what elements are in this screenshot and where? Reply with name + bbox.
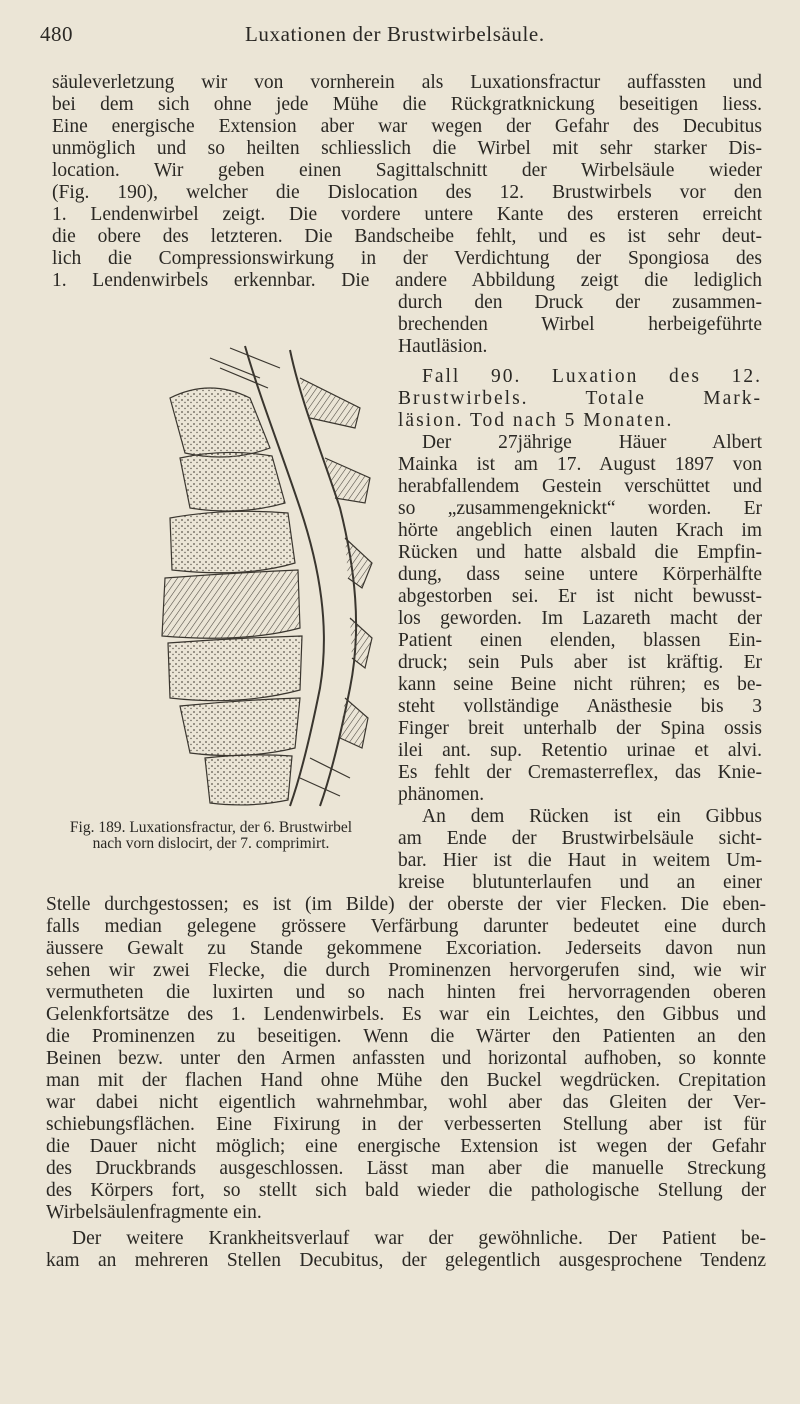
text-line: Stelle durchgestossen; es ist (im Bilde) der oberste der vier Flecken. Die eben- — [46, 894, 766, 915]
text-line: vermutheten die luxirten und so nach hinten frei hervorragenden oberen — [46, 982, 766, 1003]
text-line: kann seine Beine nicht rühren; es be- — [398, 674, 762, 695]
text-line: Gelenkfortsätze des 1. Lendenwirbels. Es war ein Leichtes, den Gibbus und — [46, 1004, 766, 1025]
text-line: hörte angeblich einen lauten Krach im — [398, 520, 762, 541]
text-line: äussere Gewalt zu Stande gekommene Excoriation. Jederseits davon nun — [46, 938, 766, 959]
text-line: Wirbelsäulenfragmente ein. — [46, 1202, 262, 1223]
figure-caption-line: Fig. 189. Luxationsfractur, der 6. Brustwirbel — [69, 819, 353, 836]
text-line: des Druckbrands ausgeschlossen. Lässt man aber die manuelle Streckung — [46, 1158, 766, 1179]
text-line: herabfallendem Gestein verschüttet und — [398, 476, 762, 497]
text-line: schiebungsflächen. Eine Fixirung in der verbesserten Stellung aber ist für — [46, 1114, 766, 1135]
text-line: Finger breit unterhalb der Spina ossis — [398, 718, 762, 739]
case-heading-line: Fall 90. Luxation des 12. — [422, 366, 762, 387]
text-line: Hautläsion. — [398, 336, 488, 357]
text-line: Rücken und hatte alsbald die Empfin- — [398, 542, 762, 563]
text-line: unmöglich und so heilten schliesslich die Wirbel mit sehr starker Dis- — [52, 138, 762, 159]
text-line: bei dem sich ohne jede Mühe die Rückgratknickung beseitigen liess. — [52, 94, 762, 115]
text-line: (Fig. 190), welcher die Dislocation des 12. Brustwirbels vor den — [52, 182, 762, 203]
text-line: ilei ant. sup. Retentio urinae et alvi. — [398, 740, 762, 761]
text-line: lich die Compressionswirkung in der Verdichtung der Spongiosa des — [52, 248, 762, 269]
text-line: Beinen bezw. unter den Armen anfassten und horizontal aufhoben, so konnte — [46, 1048, 766, 1069]
text-line: Eine energische Extension aber war wegen der Gefahr des Decubitus — [52, 116, 762, 137]
text-line: steht vollständige Anästhesie bis 3 — [398, 696, 762, 717]
text-line: An dem Rücken ist ein Gibbus — [422, 806, 762, 827]
text-line: bar. Hier ist die Haut in weitem Um- — [398, 850, 762, 871]
text-line: kam an mehreren Stellen Decubitus, der gelegentlich ausgesprochene Tendenz — [46, 1250, 766, 1271]
text-line: säuleverletzung wir von vornherein als Luxationsfractur auffassten und — [52, 72, 762, 93]
page-header — [40, 22, 760, 50]
text-line: los geworden. Im Lazareth macht der — [398, 608, 762, 629]
text-line: sehen wir zwei Flecke, die durch Prominenzen hervorgerufen sind, wie wir — [46, 960, 766, 981]
text-line: Patient einen elenden, blassen Ein- — [398, 630, 762, 651]
text-line: brechenden Wirbel herbeigeführte — [398, 314, 762, 335]
running-head: Luxationen der Brustwirbelsäule. — [245, 22, 545, 46]
case-heading-line: Brustwirbels. Totale Mark- — [398, 388, 762, 409]
sagittal-section-illustration — [150, 338, 375, 808]
text-line: des Körpers fort, so stellt sich bald wieder die pathologische Stellung der — [46, 1180, 766, 1201]
text-line: location. Wir geben einen Sagittalschnitt der Wirbelsäule wieder — [52, 160, 762, 181]
text-line: kreise blutunterlaufen und an einer — [398, 872, 762, 893]
text-line: Mainka ist am 17. August 1897 von — [398, 454, 762, 475]
text-line: 1. Lendenwirbel zeigt. Die vordere untere Kante des ersteren erreicht — [52, 204, 762, 225]
text-line: 1. Lendenwirbels erkennbar. Die andere Abbildung zeigt die lediglich — [52, 270, 762, 291]
text-line: die obere des letzteren. Die Bandscheibe fehlt, und es ist sehr deut- — [52, 226, 762, 247]
text-line: so „zusammengeknickt“ worden. Er — [398, 498, 762, 519]
text-line: phänomen. — [398, 784, 485, 805]
text-line: die Prominenzen zu beseitigen. Wenn die Wärter den Patienten an den — [46, 1026, 766, 1047]
text-line: die Dauer nicht möglich; eine energische Extension ist wegen der Gefahr — [46, 1136, 766, 1157]
page-number: 480 — [40, 22, 73, 46]
text-line: dung, dass seine untere Körperhälfte — [398, 564, 762, 585]
text-line: Es fehlt der Cremasterreflex, das Knie- — [398, 762, 762, 783]
text-line: durch den Druck der zusammen- — [398, 292, 762, 313]
text-line: druck; sein Puls aber ist kräftig. Er — [398, 652, 762, 673]
text-line: man mit der flachen Hand ohne Mühe den Buckel wegdrücken. Crepitation — [46, 1070, 766, 1091]
text-line: am Ende der Brustwirbelsäule sicht- — [398, 828, 762, 849]
text-line: war dabei nicht eigentlich wahrnehmbar, wohl aber das Gleiten der Ver- — [46, 1092, 766, 1113]
figure-caption-line: nach vorn dislocirt, der 7. comprimirt. — [92, 835, 330, 852]
text-line: falls median gelegene grössere Verfärbung darunter bedeutet eine durch — [46, 916, 766, 937]
text-line: Der weitere Krankheitsverlauf war der gewöhnliche. Der Patient be- — [72, 1228, 766, 1249]
text-line: Der 27jährige Häuer Albert — [422, 432, 762, 453]
case-heading-line: läsion. Tod nach 5 Monaten. — [398, 410, 674, 431]
text-line: abgestorben sei. Er ist nicht bewusst- — [398, 586, 762, 607]
